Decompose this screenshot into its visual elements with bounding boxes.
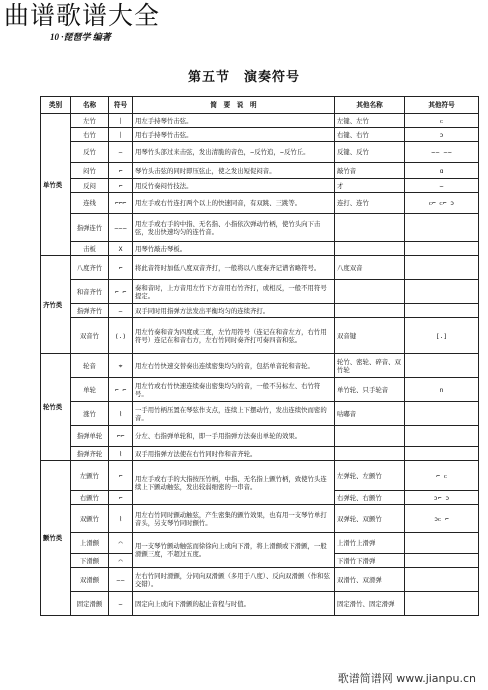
row-other-symbol: ⌣ bbox=[405, 179, 479, 193]
row-symbol: ⌐ bbox=[109, 163, 133, 179]
table-row bbox=[41, 354, 479, 378]
row-other-name bbox=[335, 242, 405, 256]
row-other-name: 双滑竹、双滑弹 bbox=[335, 568, 405, 592]
row-description: 用右手持琴竹击弦。 bbox=[133, 128, 335, 142]
row-symbol: ⌐⌐ bbox=[109, 426, 133, 447]
row-other-name: 连打、连竹 bbox=[335, 193, 405, 214]
row-other-symbol bbox=[405, 242, 479, 256]
row-name: 连线 bbox=[71, 193, 109, 214]
row-symbol: 丨 bbox=[109, 114, 133, 128]
row-name: 右颤竹 bbox=[71, 491, 109, 505]
row-symbol: ⌒ bbox=[109, 554, 133, 568]
row-other-name bbox=[335, 304, 405, 318]
row-name: 八度齐竹 bbox=[71, 256, 109, 280]
table-row bbox=[41, 163, 479, 179]
row-other-symbol bbox=[405, 447, 479, 461]
row-name: 和音齐竹 bbox=[71, 280, 109, 304]
row-other-name: 左弹轮、左颤竹 bbox=[335, 461, 405, 491]
row-symbol: ⌐ ⌐ bbox=[109, 280, 133, 304]
row-symbol: ⌐ bbox=[109, 461, 133, 491]
header-category: 类别 bbox=[41, 97, 71, 114]
row-name: 反竹 bbox=[71, 142, 109, 163]
row-symbol: ⌇ bbox=[109, 447, 133, 461]
row-other-symbol bbox=[405, 568, 479, 592]
row-other-symbol bbox=[405, 304, 479, 318]
row-symbol: ⌢ bbox=[109, 304, 133, 318]
table-row bbox=[41, 402, 479, 426]
row-name: 下滑颤 bbox=[71, 554, 109, 568]
row-category: 单竹类 bbox=[41, 114, 71, 256]
row-symbol: 丨 bbox=[109, 128, 133, 142]
row-name: 击板 bbox=[71, 242, 109, 256]
watermark: 歌谱简谱网 www.jianpu.cn bbox=[337, 672, 476, 685]
row-name: 指弹齐轮 bbox=[71, 447, 109, 461]
row-description: 用一支琴竹颤动触弦而徐徐向上或向下滑，将上滑颤或下滑颤，一般滑颤三度，不超过五度。 bbox=[133, 533, 335, 568]
row-other-symbol bbox=[405, 533, 479, 554]
row-other-symbol bbox=[405, 426, 479, 447]
table-row bbox=[41, 256, 479, 280]
table-row bbox=[41, 318, 479, 354]
row-description: 用左手或右竹连打两个以上的快速同音，有双跳、三跳等。 bbox=[133, 193, 335, 214]
row-name: 左颤竹 bbox=[71, 461, 109, 491]
row-other-name: 敲竹音 bbox=[335, 163, 405, 179]
row-symbol: ⌢⌢⌢ bbox=[109, 214, 133, 242]
row-other-symbol: n bbox=[405, 378, 479, 402]
table-row bbox=[41, 505, 479, 533]
row-name: 右竹 bbox=[71, 128, 109, 142]
header-other-name: 其他名称 bbox=[335, 97, 405, 114]
table-row bbox=[41, 568, 479, 592]
table-row bbox=[41, 426, 479, 447]
row-name: 双颤竹 bbox=[71, 505, 109, 533]
row-other-symbol: ɔ⌐ ɔ bbox=[405, 491, 479, 505]
row-other-name: 右弹轮、右颤竹 bbox=[335, 491, 405, 505]
row-other-symbol: ɔᴄ ⌐ bbox=[405, 505, 479, 533]
table-row bbox=[41, 280, 479, 304]
table-row bbox=[41, 447, 479, 461]
row-description: 固定向上或向下滑颤的起止音程与时值。 bbox=[133, 592, 335, 616]
row-name: 指弹单轮 bbox=[71, 426, 109, 447]
table-body bbox=[41, 114, 479, 616]
table-row bbox=[41, 378, 479, 402]
table-row bbox=[41, 533, 479, 554]
row-other-symbol: ɔ bbox=[405, 128, 479, 142]
row-other-symbol bbox=[405, 354, 479, 378]
row-other-name: 双音键 bbox=[335, 318, 405, 354]
row-description: 用琴竹头部过来击弦，发出清脆的音色，⌢反竹追，⌣反竹丘。 bbox=[133, 142, 335, 163]
page-header: 10 ·琵琶学 编著 bbox=[50, 32, 111, 42]
row-other-name bbox=[335, 426, 405, 447]
row-symbol: ⌒ bbox=[109, 533, 133, 554]
site-title: 曲谱歌谱大全 bbox=[4, 1, 161, 30]
row-other-name: 左键、左竹 bbox=[335, 114, 405, 128]
table-row bbox=[41, 592, 479, 616]
row-other-symbol bbox=[405, 256, 479, 280]
row-other-symbol: ⌣⌢ ⌢⌣ bbox=[405, 142, 479, 163]
row-symbol: X bbox=[109, 242, 133, 256]
row-name: 指弹连竹 bbox=[71, 214, 109, 242]
row-description: 双手同时用指弹方法发出平衡均匀的连续齐打。 bbox=[133, 304, 335, 318]
row-other-name: 单竹轮、只手轮音 bbox=[335, 378, 405, 402]
row-other-name: 固定滑竹、固定滑弹 bbox=[335, 592, 405, 616]
header-name: 名称 bbox=[71, 97, 109, 114]
row-other-symbol bbox=[405, 554, 479, 568]
row-other-symbol: [.] bbox=[405, 318, 479, 354]
table-row bbox=[41, 128, 479, 142]
row-other-name: 反键、反竹 bbox=[335, 142, 405, 163]
row-other-name bbox=[335, 214, 405, 242]
table-row bbox=[41, 304, 479, 318]
row-other-name: 右键、右竹 bbox=[335, 128, 405, 142]
row-other-symbol bbox=[405, 592, 479, 616]
row-symbol: ⌐ bbox=[109, 491, 133, 505]
row-symbol: (.) bbox=[109, 318, 133, 354]
row-other-name: 下滑竹下滑弹 bbox=[335, 554, 405, 568]
row-description: 用左竹奏和音为四度或三度，左竹用符号（连记在和音左方，右竹用符号）连记在和音右方，左右竹同时奏齐打可奏四音和弦。 bbox=[133, 318, 335, 354]
row-description: 用左右竹快速交替奏出连续密集均匀的音，包括单音轮和音轮。 bbox=[133, 354, 335, 378]
row-name: 轮音 bbox=[71, 354, 109, 378]
section-title: 第五节 演奏符号 bbox=[187, 70, 300, 85]
row-name: 左竹 bbox=[71, 114, 109, 128]
row-description: 用左右竹同时颤动触弦，产生密集的颤竹效果，也有用一支琴竹单打音头，另支琴竹同时颤竹。 bbox=[133, 505, 335, 533]
row-other-name: 咕嘟音 bbox=[335, 402, 405, 426]
row-symbol: ⌐ bbox=[109, 179, 133, 193]
row-name: 双音竹 bbox=[71, 318, 109, 354]
row-name: 指弹齐竹 bbox=[71, 304, 109, 318]
table-row bbox=[41, 114, 479, 128]
performance-symbols-table bbox=[40, 96, 479, 616]
row-other-symbol: ᴄ bbox=[405, 114, 479, 128]
row-symbol: ⌢ bbox=[109, 142, 133, 163]
row-description: 用琴竹敲击琴板。 bbox=[133, 242, 335, 256]
header-other-symbol: 其他符号 bbox=[405, 97, 479, 114]
row-name: 闷竹 bbox=[71, 163, 109, 179]
row-symbol: ⌢⌢ bbox=[109, 568, 133, 592]
row-symbol: ⌇ bbox=[109, 402, 133, 426]
row-description: 奏和音时，上方音用左竹下方音用右竹齐打，或相反，一般不用符号提定。 bbox=[133, 280, 335, 304]
row-category: 轮竹类 bbox=[41, 354, 71, 461]
row-symbol: ⌐ ⌐ bbox=[109, 378, 133, 402]
row-description: 双手用指弹方法使在右竹同时作和音齐轮。 bbox=[133, 447, 335, 461]
table-row bbox=[41, 193, 479, 214]
row-description: 琴竹头击弦的同时即压弦止，使之发出短促闷音。 bbox=[133, 163, 335, 179]
row-other-name: 双弹轮、双颤竹 bbox=[335, 505, 405, 533]
row-description: 用左手或右手的中指、无名指、小指依次弹动竹柄，使竹头向下击弦，发出快速均匀的连竹音。 bbox=[133, 214, 335, 242]
row-description: 用左手或右手的大指按压竹柄，中指、无名指上颤竹柄，致使竹头连续上下颤动触弦，发出较弱细密的一串音。 bbox=[133, 461, 335, 505]
row-description: 分左、右指弹单轮和，即一手用指弹方法奏出单轮的效果。 bbox=[133, 426, 335, 447]
row-description: 一手用竹柄压置在琴弦作支点，连续上下摆动竹，发出连续快而密的音。 bbox=[133, 402, 335, 426]
row-description: 将此音符时加低八度双音齐打，一般将以八度奏齐记谱省略符号。 bbox=[133, 256, 335, 280]
row-category: 齐竹类 bbox=[41, 256, 71, 354]
row-symbol: ⌖ bbox=[109, 354, 133, 378]
row-description: 左右竹同时滑颤，分同向双滑颤（多用于八度）、反向双滑颤（作和弦交错）。 bbox=[133, 568, 335, 592]
table-row bbox=[41, 242, 479, 256]
row-description: 用左竹或右竹快速连续奏出密集均匀的音，一般不另标左、右竹符号。 bbox=[133, 378, 335, 402]
row-other-name bbox=[335, 447, 405, 461]
row-other-symbol bbox=[405, 402, 479, 426]
row-other-symbol: ɑ bbox=[405, 163, 479, 179]
row-name: 单轮 bbox=[71, 378, 109, 402]
row-name: 双滑颤 bbox=[71, 568, 109, 592]
row-other-symbol: ᴄ⌐ ᴄ⌐ ɔ bbox=[405, 193, 479, 214]
row-description: 用左手持琴竹击弦。 bbox=[133, 114, 335, 128]
table-row bbox=[41, 179, 479, 193]
row-name: 上滑颤 bbox=[71, 533, 109, 554]
header-symbol: 符号 bbox=[109, 97, 133, 114]
row-category: 颤竹类 bbox=[41, 461, 71, 616]
row-other-symbol bbox=[405, 280, 479, 304]
row-symbol: ⌐ bbox=[109, 256, 133, 280]
row-other-name: 才 bbox=[335, 179, 405, 193]
row-symbol: ⌣ bbox=[109, 592, 133, 616]
row-other-symbol bbox=[405, 214, 479, 242]
row-other-name: 轮竹、密轮、碎音、双竹轮 bbox=[335, 354, 405, 378]
table-row bbox=[41, 461, 479, 491]
row-symbol: ⌇ bbox=[109, 505, 133, 533]
row-name: 涨竹 bbox=[71, 402, 109, 426]
row-other-name bbox=[335, 280, 405, 304]
table-header-row bbox=[41, 97, 479, 114]
table-row bbox=[41, 214, 479, 242]
row-other-symbol: ⌐ ᴄ bbox=[405, 461, 479, 491]
header-description: 简 要 说 明 bbox=[133, 97, 335, 114]
row-name: 反闷 bbox=[71, 179, 109, 193]
table-row bbox=[41, 142, 479, 163]
row-other-name: 上滑竹上滑弹 bbox=[335, 533, 405, 554]
row-symbol: ⌐⌐⌐ bbox=[109, 193, 133, 214]
row-other-name: 八度双音 bbox=[335, 256, 405, 280]
row-name: 固定滑颤 bbox=[71, 592, 109, 616]
row-description: 用反竹奏闷竹技法。 bbox=[133, 179, 335, 193]
